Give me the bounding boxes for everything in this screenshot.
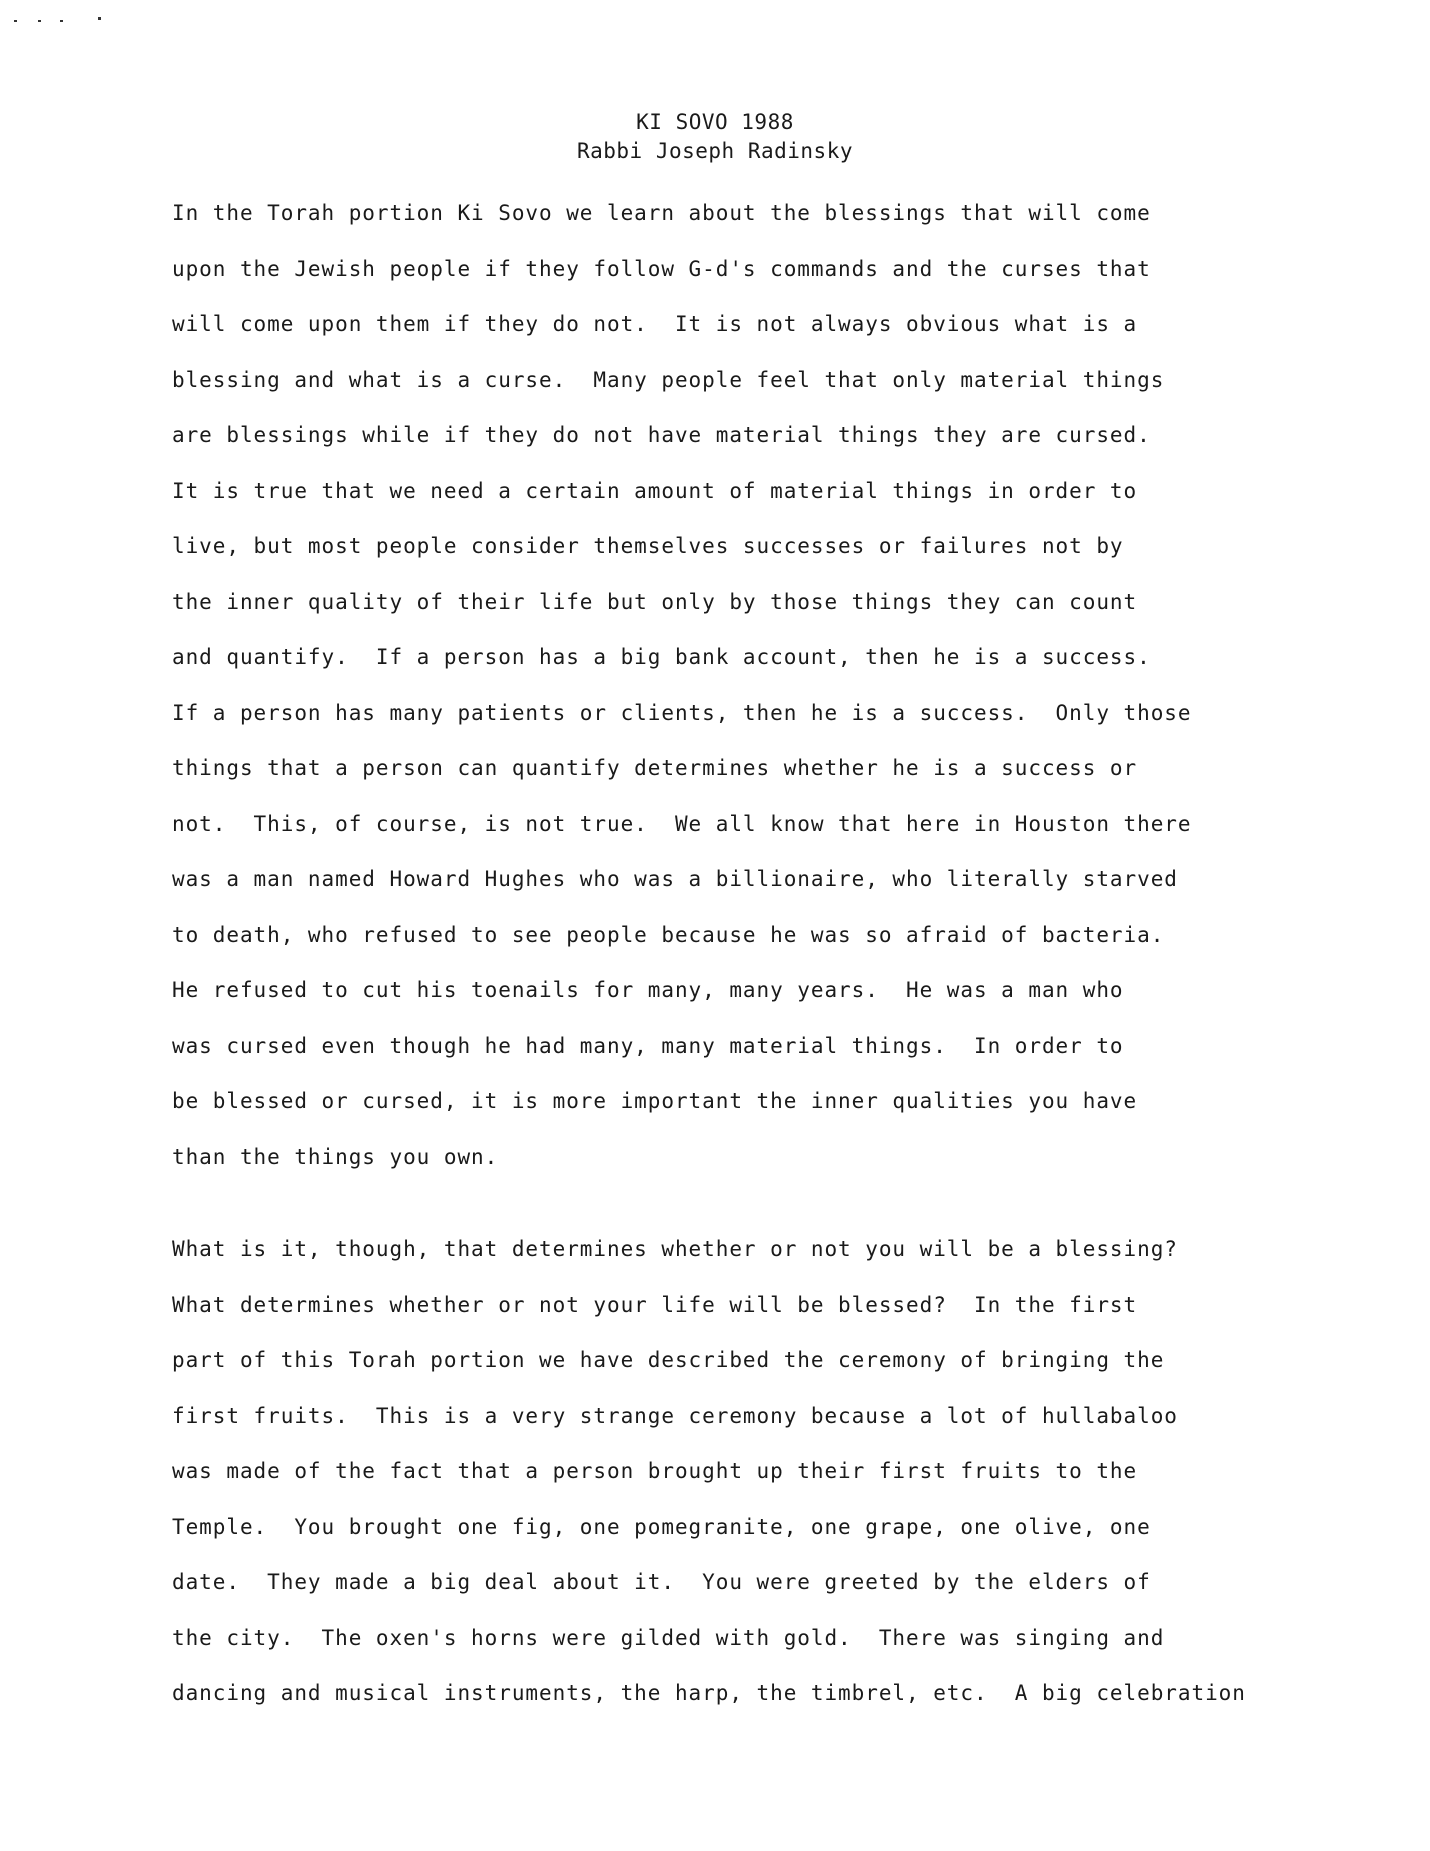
text-line: than the things you own. bbox=[172, 1144, 499, 1169]
text-line: He refused to cut his toenails for many, many years. He was a man who bbox=[172, 978, 1124, 1002]
text-line: was made of the fact that a person brought up their first fruits to the bbox=[172, 1459, 1138, 1483]
text-line: Temple. You brought one fig, one pomegranite, one grape, one olive, one bbox=[172, 1514, 1151, 1539]
text-line: date. They made a big deal about it. You were greeted by the elders of bbox=[172, 1570, 1151, 1594]
text-line: If a person has many patients or clients, then he is a success. Only those bbox=[172, 700, 1192, 725]
text-line: What is it, though, that determines whether or not you will be a blessing? bbox=[172, 1237, 1178, 1261]
paragraph-2 bbox=[172, 1222, 1422, 1722]
text-line: What determines whether or not your life will be blessed? In the first bbox=[172, 1292, 1138, 1317]
text-line: was cursed even though he had many, many material things. In order to bbox=[172, 1033, 1124, 1058]
scan-speck bbox=[98, 17, 101, 20]
document-header bbox=[0, 108, 1430, 166]
text-line: the inner quality of their life but only by those things they can count bbox=[172, 589, 1138, 614]
text-line: not. This, of course, is not true. We all know that here in Houston there bbox=[172, 811, 1192, 836]
text-line: dancing and musical instruments, the harp, the timbrel, etc. A big celebration bbox=[172, 1681, 1246, 1705]
text-line: live, but most people consider themselves successes or failures not by bbox=[172, 534, 1124, 558]
text-line: In the Torah portion Ki Sovo we learn about the blessings that will come bbox=[172, 201, 1151, 225]
text-line: are blessings while if they do not have material things they are cursed. bbox=[172, 423, 1151, 447]
scan-speck bbox=[60, 20, 63, 22]
scan-speck bbox=[38, 20, 41, 22]
text-line: be blessed or cursed, it is more important the inner qualities you have bbox=[172, 1089, 1138, 1113]
scan-specks bbox=[14, 14, 114, 24]
text-line: part of this Torah portion we have described the ceremony of bringing the bbox=[172, 1348, 1165, 1372]
text-line: first fruits. This is a very strange ceremony because a lot of hullabaloo bbox=[172, 1403, 1178, 1428]
text-line: and quantify. If a person has a big bank account, then he is a success. bbox=[172, 645, 1151, 669]
text-line: to death, who refused to see people because he was so afraid of bacteria. bbox=[172, 922, 1165, 947]
text-line: the city. The oxen's horns were gilded with gold. There was singing and bbox=[172, 1625, 1165, 1650]
text-line: will come upon them if they do not. It is not always obvious what is a bbox=[172, 312, 1138, 336]
document-author: Rabbi Joseph Radinsky bbox=[576, 139, 853, 163]
text-line: was a man named Howard Hughes who was a billionaire, who literally starved bbox=[172, 867, 1178, 891]
scan-speck bbox=[14, 20, 17, 22]
text-line: It is true that we need a certain amount of material things in order to bbox=[172, 478, 1138, 503]
document-title: KI SOVO 1988 bbox=[636, 110, 794, 134]
text-line: upon the Jewish people if they follow G-d's commands and the curses that bbox=[172, 256, 1151, 281]
text-line: blessing and what is a curse. Many people feel that only material things bbox=[172, 367, 1165, 392]
paragraph-1 bbox=[172, 186, 1422, 1185]
text-line: things that a person can quantify determines whether he is a success or bbox=[172, 756, 1138, 780]
